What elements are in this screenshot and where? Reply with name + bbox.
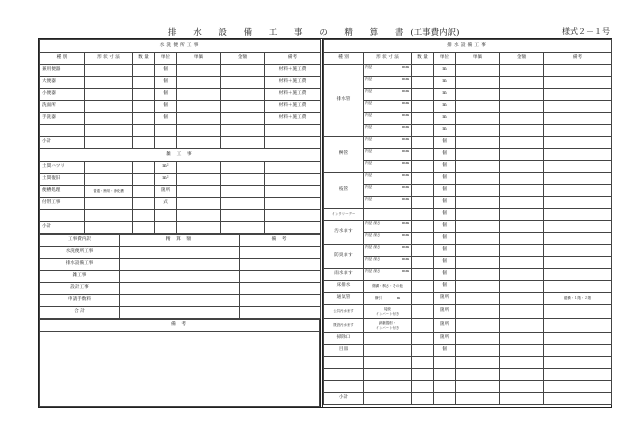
table-row: 内径 mm 個 <box>324 161 612 173</box>
subtotal-row: 小計 <box>324 393 612 405</box>
remarks-table <box>39 319 320 407</box>
table-row <box>40 125 321 137</box>
table-row: 床排水 側溝・桝さ・その他 個 <box>324 281 612 293</box>
table-row: 土間ハツリ m² <box>40 162 321 174</box>
toilet-table <box>39 39 321 234</box>
page-title: 排 水 設 備 工 事 の 精 算 書(工事費内訳) <box>168 28 460 38</box>
col-qty: 数 量 <box>412 53 434 65</box>
table-row: 兼用便器 個 材料＋施工費 <box>40 65 321 77</box>
col-unit: 単位 <box>434 53 456 65</box>
breakdown-table <box>39 234 321 319</box>
table-row: 土間復旧 m² <box>40 174 321 186</box>
col-remarks: 備考 <box>544 53 612 65</box>
branch-kind: 枝管 <box>324 173 364 209</box>
table-row: 内径 mm m <box>324 89 612 101</box>
table-row: 防臭ます 内径 深さ mm 個 <box>324 245 612 257</box>
col-unit: 単位 <box>155 53 177 65</box>
table-row: 内径 mm m <box>324 101 612 113</box>
header <box>38 25 612 38</box>
subtotal-row: 小計 <box>40 222 321 234</box>
table-row: 手洗器 個 材料＋施工費 <box>40 113 321 125</box>
col-spec: 形 状 寸 法 <box>85 53 133 65</box>
trap-masu-kind: 防臭ます <box>324 245 364 269</box>
table-row: 汚水ます 内径 深さ mm 個 <box>324 221 612 233</box>
table-row: 通気管 横引 m 箇所 縦横・１階・２階 <box>324 293 612 305</box>
table-row <box>324 381 612 393</box>
table-row: 洗面所 個 材料＋施工費 <box>40 101 321 113</box>
remarks-title: 備 考 <box>40 320 320 332</box>
table-row: 公共汚水ます 接続 インバート付き 箇所 <box>324 305 612 319</box>
pipe-kind: 排水管 <box>324 65 364 137</box>
masu-kind: 桝管 <box>324 137 364 173</box>
subtotal-row: 小計 <box>40 137 321 149</box>
sewage-masu-kind: 汚水ます <box>324 221 364 245</box>
col-price: 単価 <box>456 53 500 65</box>
col-amount: 金額 <box>221 53 265 65</box>
drainage-section-title: 排水設備工事 <box>324 40 612 53</box>
col-kind: 種 別 <box>40 53 85 65</box>
total-row: 合 計 <box>40 307 321 319</box>
col-remarks: 備考 <box>265 53 321 65</box>
table-row <box>324 357 612 369</box>
table-row: 目皿 個 <box>324 345 612 357</box>
table-row: 便槽処理 普通・簡易・浄化槽 箇所 <box>40 186 321 198</box>
toilet-section-title: 水洗便所工事 <box>40 40 321 53</box>
misc-section-title: 雑 工 事 <box>40 149 321 162</box>
table-row: インクリーデー 個 <box>324 209 612 221</box>
table-row: 排水設備工事 <box>40 259 321 271</box>
table-row: 枝管 内径 mm 個 <box>324 173 612 185</box>
form-frame <box>38 38 612 408</box>
table-row: 申請手数料 <box>40 295 321 307</box>
table-row: 大便器 個 材料＋施工費 <box>40 77 321 89</box>
table-row <box>40 210 321 222</box>
col-amount: 金額 <box>500 53 544 65</box>
breakdown-col-item: 工事費内訳 <box>40 235 120 247</box>
col-kind: 種 別 <box>324 53 364 65</box>
breakdown-col-settle: 精 算 額 <box>120 235 240 247</box>
col-qty: 数 量 <box>133 53 155 65</box>
table-row: 掃除口 箇所 <box>324 333 612 345</box>
table-row: 付帯工事 式 <box>40 198 321 210</box>
left-pane <box>39 39 320 407</box>
table-row: 内径 深さ mm 個 <box>324 257 612 269</box>
breakdown-col-remarks: 備 考 <box>240 235 321 247</box>
rain-masu-kind: 雨水ます <box>324 269 364 281</box>
table-row: 内径 mm 個 <box>324 185 612 197</box>
col-spec: 形 状 寸 法 <box>364 53 412 65</box>
col-price: 単価 <box>177 53 221 65</box>
table-row: 内径 mm m <box>324 125 612 137</box>
table-row: 桝管 内径 mm 個 <box>324 137 612 149</box>
table-row: 内径 mm 個 <box>324 197 612 209</box>
table-row: 設計工事 <box>40 283 321 295</box>
table-row: 水洗便所工事 <box>40 247 321 259</box>
drainage-table <box>323 39 612 405</box>
right-pane <box>323 39 611 405</box>
form-number: 様式２－１号 <box>562 27 610 36</box>
table-row: 雨水ます 内径 深さ mm 個 <box>324 269 612 281</box>
table-row: 内径 mm 個 <box>324 149 612 161</box>
table-row: 内径 深さ mm 個 <box>324 233 612 245</box>
table-row: 小便器 個 材料＋施工費 <box>40 89 321 101</box>
remarks-area[interactable] <box>40 332 320 407</box>
table-row: 内径 mm m <box>324 77 612 89</box>
table-row <box>324 369 612 381</box>
table-row: 内径 mm m <box>324 113 612 125</box>
table-row: 既設汚水ます 跡継掘削・ インバート付き 箇所 <box>324 319 612 333</box>
table-row: 雑工事 <box>40 271 321 283</box>
table-row: 排水管 内径 mm m <box>324 65 612 77</box>
